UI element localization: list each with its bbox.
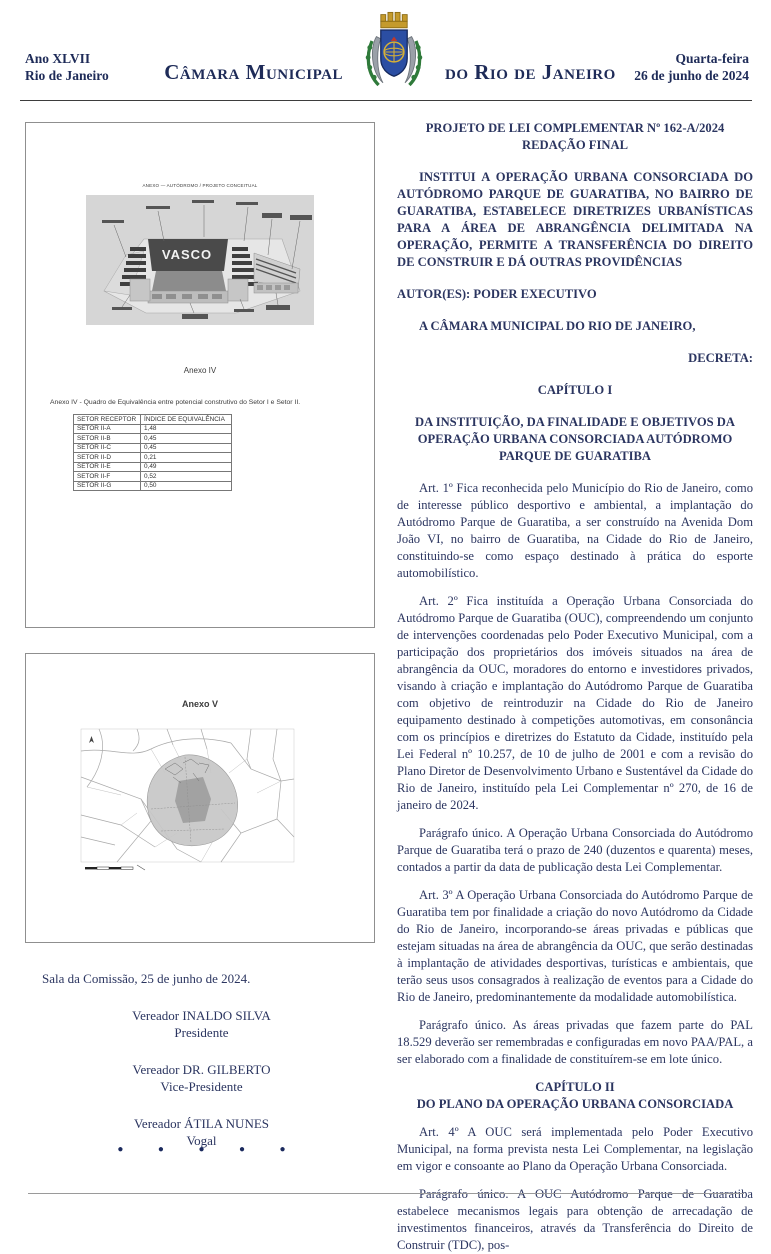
cell-setor: SETOR II-G: [74, 481, 141, 491]
cell-setor: SETOR II-A: [74, 424, 141, 434]
section-separator-dots: ● ● ● ● ●: [117, 1144, 302, 1155]
table-row: [74, 472, 232, 482]
annex5-label: Anexo V: [181, 699, 218, 709]
edition-year: Ano XLVII: [25, 51, 91, 66]
signer-name: Vereador ÁTILA NUNES: [133, 1116, 270, 1131]
footer-divider: [28, 1193, 744, 1194]
signer-role: Vogal: [186, 1133, 217, 1148]
annex4-table-caption: Anexo IV - Quadro de Equivalência entre potencial construtivo do Setor I e Setor II.: [50, 399, 301, 406]
col-header-setor-receptor: SETOR RECEPTOR: [74, 415, 141, 425]
stadium-figure-caption: ANEXO — AUTÓDROMO / PROJETO CONCEITUAL: [142, 183, 258, 188]
chapter2-heading: CAPÍTULO II: [535, 1080, 615, 1094]
equivalence-table: [73, 414, 232, 491]
annex-box-stadium-table: [25, 122, 375, 628]
table-row: [74, 481, 232, 491]
signer-name: Vereador DR. GILBERTO: [132, 1062, 271, 1077]
stadium-conceptual-figure: [86, 195, 314, 325]
chapter1-heading: CAPÍTULO I: [537, 383, 613, 397]
article-4: Art. 4º A OUC será implementada pelo Poder Executivo Municipal, na forma prevista nesta Lei Complementar, na legislação em vigor e consoante ao Plano da Operação Urbana Consorciada.: [397, 1125, 753, 1173]
masthead: [120, 8, 660, 96]
law-subtitle: REDAÇÃO FINAL: [521, 138, 628, 152]
chapter1-title: DA INSTITUIÇÃO, DA FINALIDADE E OBJETIVOS DA OPERAÇÃO URBANA CONSORCIADA AUTÓDROMO PARQUE DE GUARATIBA: [415, 415, 735, 463]
edition-city: Rio de Janeiro: [25, 68, 109, 83]
cell-indice: 0,52: [141, 472, 232, 482]
masthead-header: [0, 0, 771, 100]
chapter2-title: DO PLANO DA OPERAÇÃO URBANA CONSORCIADA: [416, 1097, 734, 1111]
article-3-sole-paragraph: Parágrafo único. As áreas privadas que fazem parte do PAL 18.529 deverão ser remembradas e configuradas em novo PAA/PAL, a ser elaborado com a finalidade de constituírem-se em lote único.: [397, 1018, 753, 1066]
date: 26 de junho de 2024: [634, 68, 749, 83]
stadium-vasco-text: VASCO: [161, 247, 213, 262]
header-divider: [20, 100, 752, 101]
law-ementa: INSTITUI A OPERAÇÃO URBANA CONSORCIADA DO AUTÓDROMO PARQUE DE GUARATIBA, NO BAIRRO DE GUARATIBA, ESTABELECE DIRETRIZES URBANÍSTICAS PARA A ÁREA DE ABRANGÊNCIA DELIMITADA NA OPERAÇÃO, PERMITE A TRANSFERÊNCIA DO DIREITO DE CONSTRUIR E DÁ OUTRAS PROVIDÊNCIAS: [397, 170, 753, 269]
masthead-right-text: do Rio de Janeiro: [445, 59, 616, 84]
article-3: Art. 3º A Operação Urbana Consorciada do Autódromo Parque de Guaratiba tem por finalidade a criação do novo Autódromo da Cidade do Rio de Janeiro, incorporando-se áreas privadas e públicas que estejam situadas na área de abrangência da OUC, que serão destinadas à implantação de atividades desportivas, turísticas e ambientais, que terão seus usos consagrados à realização de eventos para a Cidade do Rio de Janeiro, predominantemente da modalidade automobilística.: [397, 888, 753, 1004]
cell-setor: SETOR II-F: [74, 472, 141, 482]
cell-setor: SETOR II-B: [74, 434, 141, 444]
annex-box-map: [25, 653, 375, 943]
weekday: Quarta-feira: [675, 51, 749, 66]
cell-indice: 0,50: [141, 481, 232, 491]
table-row: [74, 443, 232, 453]
table-row: [74, 434, 232, 444]
edition-info: [25, 50, 109, 84]
date-info: [634, 50, 749, 84]
law-author: AUTOR(ES): PODER EXECUTIVO: [397, 287, 597, 301]
signer-role: Presidente: [174, 1025, 229, 1040]
committee-place-date: Sala da Comissão, 25 de junho de 2024.: [42, 971, 251, 986]
rio-coat-of-arms-icon: [357, 8, 431, 96]
cell-indice: 0,49: [141, 462, 232, 472]
law-text-column: [397, 120, 753, 1252]
cell-setor: SETOR II-D: [74, 453, 141, 463]
table-row: [74, 462, 232, 472]
cell-setor: SETOR II-E: [74, 462, 141, 472]
table-header-row: [74, 415, 232, 425]
annex4-label: Anexo IV: [183, 366, 217, 375]
table-row: [74, 424, 232, 434]
law-title: PROJETO DE LEI COMPLEMENTAR Nº 162-A/2024: [425, 121, 725, 135]
cell-indice: 0,45: [141, 434, 232, 444]
law-preamble: A CÂMARA MUNICIPAL DO RIO DE JANEIRO,: [419, 319, 696, 333]
article-2-sole-paragraph: Parágrafo único. A Operação Urbana Consorciada do Autódromo Parque de Guaratiba terá o prazo de 240 (duzentos e quarenta) meses, contados a partir da data de publicação desta Lei Complementar.: [397, 826, 753, 874]
signer-name: Vereador INALDO SILVA: [132, 1008, 271, 1023]
annex5-map-figure: [81, 729, 294, 874]
law-decreta: DECRETA:: [688, 351, 753, 365]
article-4-sole-paragraph: Parágrafo único. A OUC Autódromo Parque de Guaratiba estabelece mecanismos legais para obtenção de arrecadação de investimentos financeiros, através da Transferência do Direito de Construir (TDC), pos-: [397, 1187, 753, 1252]
cell-indice: 1,48: [141, 424, 232, 434]
cell-setor: SETOR II-C: [74, 443, 141, 453]
signer-role: Vice-Presidente: [160, 1079, 243, 1094]
cell-indice: 0,21: [141, 453, 232, 463]
table-row: [74, 453, 232, 463]
cell-indice: 0,45: [141, 443, 232, 453]
article-1: Art. 1º Fica reconhecida pelo Município do Rio de Janeiro, como de interesse público desportivo e ambiental, a implantação do Autódromo Parque de Guaratiba, a ser construído na Avenida Dom João VI, no bairro de Guaratiba, na Cidade do Rio de Janeiro, constituindo-se como espaço destinado à prática do esporte automobilístico.: [397, 481, 753, 580]
signature-block: [25, 970, 378, 1149]
masthead-left-text: Câmara Municipal: [164, 59, 344, 84]
article-2: Art. 2º Fica instituída a Operação Urbana Consorciada do Autódromo Parque de Guaratiba (OUC), compreendendo um conjunto de intervenções coordenadas pelo Poder Executivo Municipal, com a participação dos proprietários dos imóveis situados na área de abrangência da OUC, moradores do entorno e investidores privados, visando à criação e implantação do Autódromo Parque de Guaratiba com objetivo de reintroduzir na Cidade do Rio de Janeiro equipamento destinado à competições automotivas, em consonância com os princípios e diretrizes do Estatuto da Cidade, instituído pela Lei Federal nº 10.257, de 10 de julho de 2001 e com a revisão do Plano Diretor de Desenvolvimento Urbano e Sustentável da Cidade do Rio de Janeiro, instituído pela Lei Complementar nº 270, de 16 de janeiro de 2024.: [397, 594, 753, 812]
col-header-indice: ÍNDICE DE EQUIVALÊNCIA: [141, 415, 232, 425]
